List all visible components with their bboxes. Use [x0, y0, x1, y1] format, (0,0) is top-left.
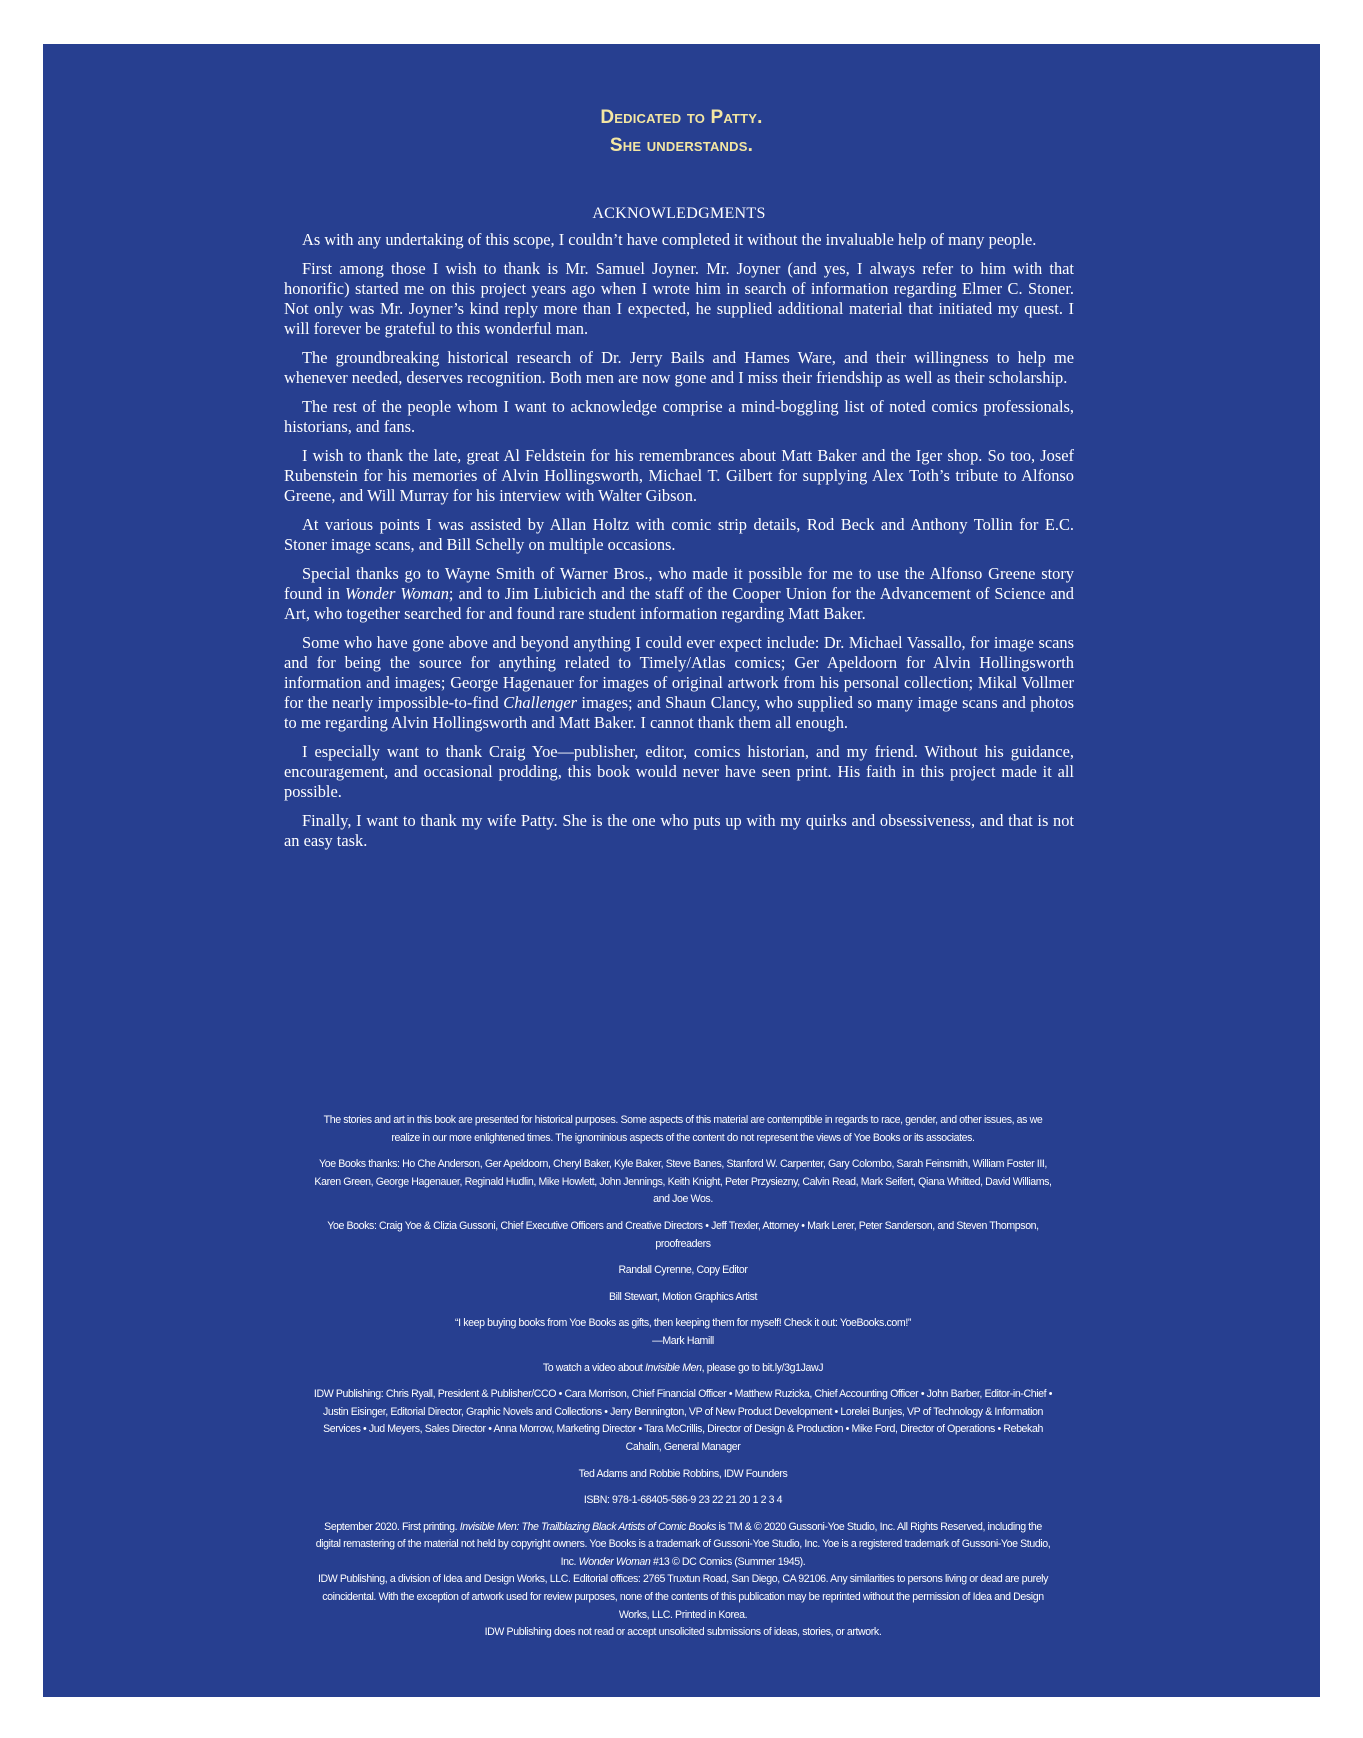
ack-text: Some who have gone above and beyond anything I could ever expect include: Dr. Michael Vassallo, for image scans and for being the source for anything related to Timely/Atlas comics; Ger Apeldoorn for Alvin Hollingsworth information and images; George Hagenauer for images of original artwork from his personal collection; Mikal Vollmer for the nearly impossible-to-find	[284, 633, 1074, 712]
isbn: ISBN: 978-1-68405-586-9 23 22 21 20 1 2 3 4	[583, 1494, 783, 1507]
book-title: Challenger	[503, 693, 578, 712]
yoe-books-staff: Yoe Books: Craig Yoe & Clizia Gussoni, Chief Executive Officers and Creative Directors • Jeff Trexler, Attorney • Mark Lerer, Peter Sanderson, and Steven Thompson, proofreaders	[327, 1219, 1039, 1250]
book-title: Wonder Woman	[344, 584, 449, 603]
ack-paragraph	[284, 633, 1074, 733]
ack-paragraph: The groundbreaking historical research of Dr. Jerry Bails and Hames Ware, and their willingness to help me whenever needed, deserves recognition. Both men are now gone and I miss their friendship as well as their scholarship.	[284, 348, 1074, 387]
quote-author: —Mark Hamill	[652, 1334, 714, 1347]
ack-text: images; and Shaun Clancy, who supplied so many image scans and photos to me regarding Alvin Hollingsworth and Matt Baker. I cannot thank them all enough.	[284, 693, 1074, 732]
legal-text: September 2020. First printing.	[324, 1520, 460, 1533]
dedication	[43, 104, 1320, 160]
dedication-line-2: She understands.	[609, 135, 754, 156]
motion-graphics-credit: Bill Stewart, Motion Graphics Artist	[608, 1290, 758, 1303]
legal-text: is TM & © 2020 Gussoni-Yoe Studio, Inc. All Rights Reserved, including the digital remastering of the material not held by copyright owners. Yoe Books is a trademark of Gussoni-Yoe Studio, Inc. Yoe is a registered trademark of Gussoni-Yoe Studio, Inc.	[315, 1520, 1051, 1568]
book-title: Invisible Men: The Trailblazing Black Artists of Comic Books	[459, 1520, 716, 1533]
ack-paragraph: The rest of the people whom I want to acknowledge comprise a mind-boggling list of noted comics professionals, historians, and fans.	[284, 397, 1074, 436]
video-text: To watch a video about	[542, 1361, 645, 1374]
legal-notice	[313, 1519, 1053, 1572]
ack-paragraph: I especially want to thank Craig Yoe—publisher, editor, comics historian, and my friend. Without his guidance, encouragement, and occasional prodding, this book would never have seen print. His faith in this project made it all possible.	[284, 742, 1074, 801]
unsolicited-notice: IDW Publishing does not read or accept unsolicited submissions of ideas, stories, or artwork.	[484, 1626, 882, 1639]
credits-section	[313, 1112, 1053, 1642]
idw-founders: Ted Adams and Robbie Robbins, IDW Founders	[578, 1467, 788, 1480]
ack-paragraph	[284, 564, 1074, 624]
yoe-thanks: Yoe Books thanks: Ho Che Anderson, Ger Apeldoorn, Cheryl Baker, Kyle Baker, Steve Banes, Stanford W. Carpenter, Gary Colombo, Sarah Feinsmith, William Foster III, Karen Green, George Hagenauer, Reginald Hudlin, Mike Howlett, John Jennings, Keith Knight, Peter Przysiezny, Calvin Read, Mark Seifert, Qiana Whitted, David Williams, and Joe Wos.	[314, 1158, 1052, 1206]
idw-publishing-staff: IDW Publishing: Chris Ryall, President & Publisher/CCO • Cara Morrison, Chief Financial Officer • Matthew Ruzicka, Chief Accounting Officer • John Barber, Editor-in-Chief • Justin Eisinger, Editorial Director, Graphic Novels and Collections • Jerry Bennington, VP of New Product Development • Lorelei Bunjes, VP of Technology & Information Services • Jud Meyers, Sales Director • Anna Morrow, Marketing Director • Tara McCrillis, Director of Design & Production • Mike Ford, Director of Operations • Rebekah Cahalin, General Manager	[313, 1388, 1053, 1453]
ack-paragraph: I wish to thank the late, great Al Feldstein for his remembrances about Matt Baker and the Iger shop. So too, Josef Rubenstein for his memories of Alvin Hollingsworth, Michael T. Gilbert for supplying Alex Toth’s tribute to Alfonso Greene, and Will Murray for his interview with Walter Gibson.	[284, 446, 1074, 505]
disclaimer: The stories and art in this book are presented for historical purposes. Some aspects of this material are contemptible in regards to race, gender, and other issues, as we realize in our more enlightened times. The ignominious aspects of the content do not represent the views of Yoe Books or its associates.	[323, 1114, 1043, 1144]
quote-text: “I keep buying books from Yoe Books as gifts, then keeping them for myself! Check it out: YoeBooks.com!”	[455, 1317, 911, 1330]
book-title: Wonder Woman	[578, 1555, 651, 1568]
page-panel	[43, 44, 1320, 1697]
ack-paragraph: Finally, I want to thank my wife Patty. She is the one who puts up with my quirks and obsessiveness, and that is not an easy task.	[284, 811, 1074, 850]
copy-editor-credit: Randall Cyrenne, Copy Editor	[618, 1264, 748, 1277]
ack-paragraph: First among those I wish to thank is Mr. Samuel Joyner. Mr. Joyner (and yes, I always refer to him with that honorific) started me on this project years ago when I wrote him in search of information regarding Elmer C. Stoner. Not only was Mr. Joyner’s kind reply more than I expected, he supplied additional material that initiated my quest. I will forever be grateful to this wonderful man.	[284, 259, 1074, 338]
ack-text: ; and to Jim Liubicich and the staff of the Cooper Union for the Advancement of Science and Art, who together searched for and found rare student information regarding Matt Baker.	[284, 584, 1074, 623]
ack-paragraph: At various points I was assisted by Allan Holtz with comic strip details, Rod Beck and Anthony Tollin for E.C. Stoner image scans, and Bill Schelly on multiple occasions.	[284, 515, 1074, 554]
ack-paragraph: As with any undertaking of this scope, I couldn’t have completed it without the invaluable help of many people.	[302, 230, 1037, 249]
idw-legal-notice: IDW Publishing, a division of Idea and Design Works, LLC. Editorial offices: 2765 Truxtun Road, San Diego, CA 92106. Any similarities to persons living or dead are purely coincidental. With the exception of artwork used for review purposes, none of the contents of this publication may be reprinted without the permission of Idea and Design Works, LLC. Printed in Korea.	[317, 1573, 1049, 1621]
ack-text: Special thanks go to Wayne Smith of Warner Bros., who made it possible for me to use the Alfonso Greene story found in	[284, 564, 1074, 603]
acknowledgments-heading: ACKNOWLEDGMENTS	[592, 205, 766, 222]
endorsement-quote	[313, 1315, 1053, 1350]
video-link: , please go to bit.ly/3g1JawJ	[701, 1361, 824, 1374]
acknowledgments-section	[284, 204, 1074, 860]
video-link-line	[313, 1360, 1053, 1378]
book-title: Invisible Men	[644, 1361, 702, 1374]
dedication-line-1: Dedicated to Patty.	[600, 107, 763, 128]
legal-text: #13 © DC Comics (Summer 1945).	[650, 1555, 806, 1568]
